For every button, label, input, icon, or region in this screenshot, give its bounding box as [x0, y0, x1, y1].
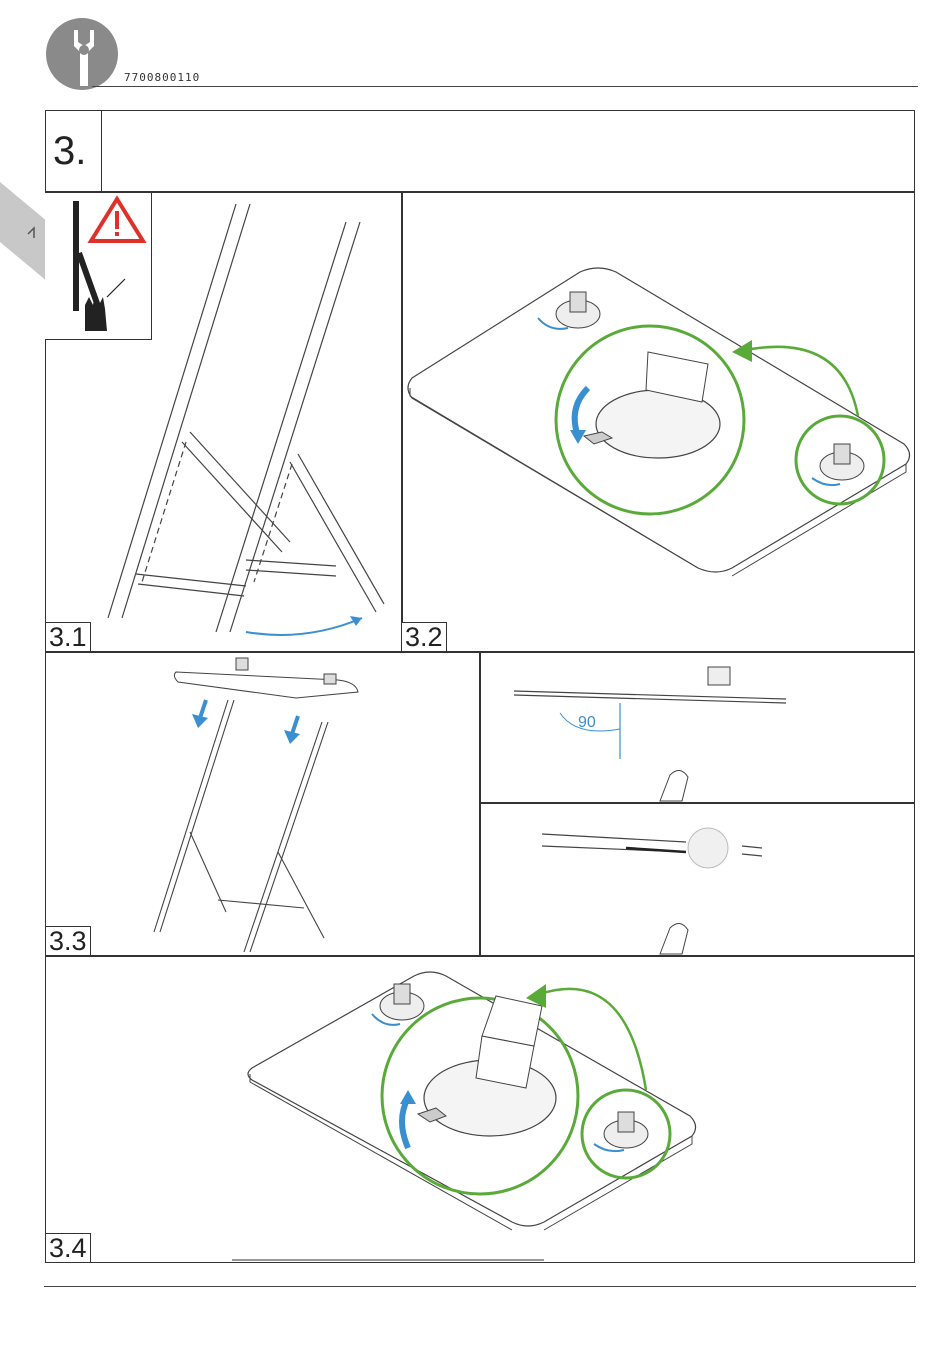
- panel-label: 3.1: [45, 622, 91, 652]
- footer-rule: [44, 1286, 916, 1287]
- panel-3-3-illustration: [46, 652, 479, 955]
- panel-3-2-illustration: [402, 192, 914, 651]
- divider: [232, 1259, 544, 1261]
- panel-label: 3.4: [45, 1233, 91, 1263]
- wrench-logo: [44, 16, 120, 92]
- side-page-tab: [0, 182, 48, 282]
- document-number: 7700800110: [124, 71, 201, 84]
- warning-box: [45, 192, 152, 340]
- swing-arrow: [246, 618, 362, 635]
- panel-3-4-illustration: [46, 956, 914, 1262]
- panel-alignment-detail: [480, 804, 914, 955]
- warning-icon: [91, 199, 143, 241]
- angle-label: 90: [578, 714, 596, 731]
- header-rule: [92, 86, 918, 87]
- panel-label: 3.2: [401, 622, 447, 652]
- panel-label: 3.3: [45, 926, 91, 956]
- step-number: 3.: [45, 110, 102, 192]
- wrench-icon: [44, 16, 120, 92]
- panel-angle-detail: [480, 653, 914, 802]
